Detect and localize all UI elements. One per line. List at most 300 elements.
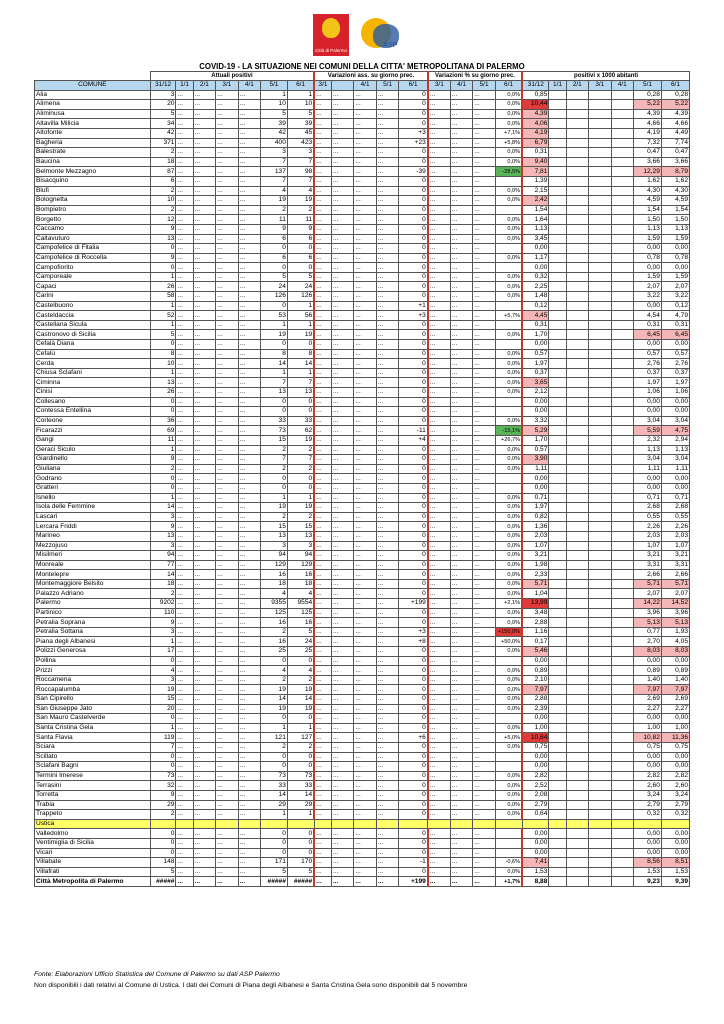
per1000-5-1: 0,31 — [634, 320, 662, 330]
missing-value: ... — [314, 627, 331, 637]
missing-value: ... — [376, 685, 399, 695]
missing-value: ... — [314, 570, 331, 580]
attuali-5-1: 0 — [261, 263, 288, 273]
per1000-6-1: 3,04 — [661, 455, 689, 465]
col-per1000-d5: 4/1 — [611, 81, 634, 91]
per1000-5-1: 3,24 — [634, 790, 662, 800]
var-pct-6-1: 0,0% — [495, 647, 522, 657]
var-pct-6-1: 0,0% — [495, 253, 522, 263]
per1000-31-12: 1,70 — [522, 435, 549, 445]
var-ass-6-1: 0 — [399, 829, 428, 839]
attuali-5-1: 4 — [261, 589, 288, 599]
missing-value: ... — [193, 742, 216, 752]
empty-cell — [611, 176, 634, 186]
missing-value: ... — [473, 205, 496, 215]
missing-value: ... — [193, 752, 216, 762]
comune-name: Misilmeri — [35, 551, 151, 561]
missing-value: ... — [216, 503, 239, 513]
missing-value: ... — [176, 215, 193, 225]
missing-value: ... — [473, 426, 496, 436]
missing-value: ... — [354, 167, 377, 177]
missing-value: ... — [176, 608, 193, 618]
var-pct-6-1: 0,0% — [495, 282, 522, 292]
var-pct-6-1 — [495, 829, 522, 839]
col-attuali-d7: 6/1 — [287, 81, 314, 91]
per1000-31-12: 1,16 — [522, 627, 549, 637]
missing-value: ... — [193, 503, 216, 513]
missing-value: ... — [314, 752, 331, 762]
per1000-6-1: 1,13 — [661, 224, 689, 234]
empty-cell — [566, 579, 589, 589]
empty-cell — [566, 119, 589, 129]
empty-cell — [566, 838, 589, 848]
missing-value: ... — [376, 877, 399, 887]
missing-value: ... — [176, 167, 193, 177]
missing-value: ... — [354, 301, 377, 311]
per1000-31-12: 0,75 — [522, 742, 549, 752]
missing-value: ... — [331, 512, 354, 522]
attuali-5-1: 14 — [261, 359, 288, 369]
missing-value: ... — [193, 867, 216, 877]
table-row — [35, 445, 690, 455]
per1000-5-1: 0,00 — [634, 263, 662, 273]
attuali-31-12: 7 — [150, 742, 176, 752]
empty-cell — [450, 819, 473, 829]
attuali-31-12: 0 — [150, 397, 176, 407]
comune-name: Alia — [35, 90, 151, 100]
missing-value: ... — [331, 762, 354, 772]
col-comune: COMUNE — [35, 81, 151, 91]
missing-value: ... — [238, 205, 261, 215]
per1000-6-1: 0,00 — [661, 762, 689, 772]
missing-value: ... — [314, 378, 331, 388]
missing-value: ... — [331, 196, 354, 206]
missing-value: ... — [473, 378, 496, 388]
var-ass-6-1: 0 — [399, 464, 428, 474]
missing-value: ... — [354, 675, 377, 685]
var-pct-6-1: 0,0% — [495, 234, 522, 244]
missing-value: ... — [238, 589, 261, 599]
empty-cell — [611, 196, 634, 206]
empty-cell — [549, 474, 566, 484]
var-ass-6-1: 0 — [399, 503, 428, 513]
missing-value: ... — [176, 138, 193, 148]
empty-cell — [549, 416, 566, 426]
attuali-5-1: 14 — [261, 790, 288, 800]
missing-value: ... — [450, 829, 473, 839]
attuali-31-12: 12 — [150, 215, 176, 225]
missing-value: ... — [450, 675, 473, 685]
missing-value: ... — [450, 704, 473, 714]
table-row — [35, 560, 690, 570]
missing-value: ... — [216, 244, 239, 254]
var-pct-6-1 — [495, 301, 522, 311]
empty-cell — [611, 416, 634, 426]
attuali-6-1: 33 — [287, 416, 314, 426]
attuali-31-12: 110 — [150, 608, 176, 618]
missing-value: ... — [376, 867, 399, 877]
missing-value: ... — [450, 589, 473, 599]
missing-value: ... — [314, 666, 331, 676]
var-ass-6-1: 0 — [399, 397, 428, 407]
missing-value: ... — [314, 742, 331, 752]
missing-value: ... — [473, 810, 496, 820]
missing-value: ... — [314, 272, 331, 282]
empty-cell — [611, 618, 634, 628]
missing-value: ... — [354, 618, 377, 628]
empty-cell — [566, 128, 589, 138]
missing-value: ... — [450, 800, 473, 810]
var-ass-6-1: 0 — [399, 695, 428, 705]
missing-value: ... — [216, 541, 239, 551]
comune-name: Camporeale — [35, 272, 151, 282]
missing-value: ... — [314, 128, 331, 138]
missing-value: ... — [473, 119, 496, 129]
missing-value: ... — [238, 244, 261, 254]
attuali-6-1: 423 — [287, 138, 314, 148]
missing-value: ... — [354, 272, 377, 282]
attuali-31-12: 20 — [150, 704, 176, 714]
missing-value: ... — [238, 167, 261, 177]
missing-value: ... — [450, 838, 473, 848]
table-row — [35, 512, 690, 522]
missing-value: ... — [473, 445, 496, 455]
attuali-6-1: 5 — [287, 867, 314, 877]
missing-value: ... — [331, 320, 354, 330]
missing-value: ... — [314, 599, 331, 609]
missing-value: ... — [216, 790, 239, 800]
empty-cell — [549, 426, 566, 436]
missing-value: ... — [238, 522, 261, 532]
attuali-31-12: 34 — [150, 119, 176, 129]
missing-value: ... — [216, 176, 239, 186]
attuali-5-1: 129 — [261, 560, 288, 570]
missing-value: ... — [450, 176, 473, 186]
attuali-31-12: 87 — [150, 167, 176, 177]
per1000-31-12: 1,36 — [522, 522, 549, 532]
missing-value: ... — [193, 234, 216, 244]
per1000-6-1: 3,66 — [661, 157, 689, 167]
missing-value: ... — [193, 541, 216, 551]
col-varass-d7: 6/1 — [399, 81, 428, 91]
missing-value: ... — [193, 320, 216, 330]
empty-cell — [589, 100, 612, 110]
missing-value: ... — [473, 416, 496, 426]
missing-value: ... — [376, 397, 399, 407]
col-attuali-d2: 1/1 — [176, 81, 193, 91]
per1000-6-1: 5,22 — [661, 100, 689, 110]
per1000-6-1: 1,97 — [661, 378, 689, 388]
table-row — [35, 675, 690, 685]
empty-cell — [566, 138, 589, 148]
var-pct-6-1: +5,7% — [495, 311, 522, 321]
var-pct-6-1: 0,0% — [495, 368, 522, 378]
attuali-6-1: 4 — [287, 589, 314, 599]
missing-value: ... — [354, 215, 377, 225]
missing-value: ... — [473, 800, 496, 810]
missing-value: ... — [428, 244, 451, 254]
per1000-6-1: 0,28 — [661, 90, 689, 100]
missing-value: ... — [193, 599, 216, 609]
missing-value: ... — [314, 282, 331, 292]
missing-value: ... — [376, 675, 399, 685]
attuali-31-12: 13 — [150, 531, 176, 541]
empty-cell — [611, 186, 634, 196]
per1000-31-12: 2,79 — [522, 800, 549, 810]
per1000-6-1: 0,00 — [661, 407, 689, 417]
missing-value: ... — [314, 522, 331, 532]
empty-cell — [549, 503, 566, 513]
missing-value: ... — [193, 858, 216, 868]
missing-value: ... — [428, 272, 451, 282]
per1000-6-1: 2,68 — [661, 503, 689, 513]
missing-value: ... — [473, 742, 496, 752]
per1000-31-12: 3,48 — [522, 608, 549, 618]
missing-value: ... — [216, 685, 239, 695]
attuali-31-12: 10 — [150, 196, 176, 206]
empty-cell — [611, 397, 634, 407]
per1000-5-1: 0,00 — [634, 838, 662, 848]
empty-cell — [611, 215, 634, 225]
empty-cell — [589, 186, 612, 196]
missing-value: ... — [450, 244, 473, 254]
attuali-6-1: 1 — [287, 368, 314, 378]
per1000-31-12: 1,54 — [522, 205, 549, 215]
per1000-31-12: 4,45 — [522, 311, 549, 321]
empty-cell — [566, 714, 589, 724]
per1000-6-1: 2,07 — [661, 589, 689, 599]
var-pct-6-1: 0,0% — [495, 742, 522, 752]
missing-value: ... — [193, 579, 216, 589]
per1000-31-12: 7,81 — [522, 167, 549, 177]
per1000-5-1: 9,23 — [634, 877, 662, 887]
missing-value: ... — [238, 541, 261, 551]
missing-value: ... — [428, 176, 451, 186]
missing-value: ... — [193, 790, 216, 800]
empty-cell — [611, 560, 634, 570]
attuali-31-12: 2 — [150, 205, 176, 215]
table-row — [35, 426, 690, 436]
var-pct-6-1: 0,0% — [495, 148, 522, 158]
var-pct-6-1: -0,6% — [495, 858, 522, 868]
missing-value: ... — [216, 752, 239, 762]
missing-value: ... — [428, 838, 451, 848]
empty-cell — [589, 388, 612, 398]
empty-cell — [566, 196, 589, 206]
missing-value: ... — [216, 311, 239, 321]
empty-cell — [589, 522, 612, 532]
empty-cell — [566, 186, 589, 196]
table-row — [35, 589, 690, 599]
table-row — [35, 858, 690, 868]
attuali-31-12: 3 — [150, 675, 176, 685]
missing-value: ... — [428, 224, 451, 234]
missing-value: ... — [450, 752, 473, 762]
missing-value: ... — [473, 196, 496, 206]
var-ass-6-1: 0 — [399, 570, 428, 580]
missing-value: ... — [216, 483, 239, 493]
missing-value: ... — [238, 675, 261, 685]
empty-cell — [611, 819, 634, 829]
attuali-31-12: 94 — [150, 551, 176, 561]
per1000-5-1: 0,89 — [634, 666, 662, 676]
comune-name: Torretta — [35, 790, 151, 800]
var-pct-6-1: 0,0% — [495, 196, 522, 206]
missing-value: ... — [473, 848, 496, 858]
var-pct-6-1 — [495, 762, 522, 772]
per1000-6-1: 2,79 — [661, 800, 689, 810]
missing-value: ... — [473, 474, 496, 484]
per1000-31-12: 1,97 — [522, 359, 549, 369]
missing-value: ... — [331, 340, 354, 350]
missing-value: ... — [331, 848, 354, 858]
per1000-5-1: 4,66 — [634, 119, 662, 129]
per1000-6-1: 0,78 — [661, 253, 689, 263]
per1000-5-1: 3,21 — [634, 551, 662, 561]
missing-value: ... — [193, 205, 216, 215]
col-per1000-d6: 5/1 — [634, 81, 662, 91]
table-row — [35, 647, 690, 657]
missing-value: ... — [428, 253, 451, 263]
attuali-31-12: 9 — [150, 253, 176, 263]
per1000-31-12: 0,12 — [522, 301, 549, 311]
comune-name: Collesano — [35, 397, 151, 407]
attuali-31-12: 13 — [150, 234, 176, 244]
missing-value: ... — [450, 771, 473, 781]
missing-value: ... — [354, 723, 377, 733]
empty-cell — [566, 215, 589, 225]
missing-value: ... — [450, 455, 473, 465]
attuali-5-1: 2 — [261, 742, 288, 752]
empty-cell — [589, 551, 612, 561]
missing-value: ... — [331, 138, 354, 148]
palermo-logo-caption: Città di Palermo — [314, 48, 347, 53]
table-row — [35, 541, 690, 551]
attuali-5-1: 33 — [261, 781, 288, 791]
var-ass-6-1: 0 — [399, 330, 428, 340]
per1000-6-1: 0,32 — [661, 810, 689, 820]
var-pct-6-1: 0,0% — [495, 272, 522, 282]
var-pct-6-1: 0,0% — [495, 867, 522, 877]
missing-value: ... — [450, 397, 473, 407]
attuali-5-1: 2 — [261, 464, 288, 474]
attuali-5-1: 4 — [261, 666, 288, 676]
missing-value: ... — [331, 781, 354, 791]
empty-cell — [566, 695, 589, 705]
missing-value: ... — [193, 570, 216, 580]
per1000-31-12: 0,17 — [522, 637, 549, 647]
per1000-31-12: 2,82 — [522, 771, 549, 781]
group-header-row — [35, 72, 690, 81]
per1000-31-12: 0,82 — [522, 512, 549, 522]
missing-value: ... — [376, 762, 399, 772]
per1000-31-12: 1,70 — [522, 330, 549, 340]
var-pct-6-1 — [495, 176, 522, 186]
empty-cell — [611, 551, 634, 561]
empty-cell — [611, 771, 634, 781]
per1000-6-1: 0,12 — [661, 301, 689, 311]
attuali-31-12: 0 — [150, 263, 176, 273]
empty-cell — [611, 311, 634, 321]
per1000-6-1: 11,36 — [661, 733, 689, 743]
per1000-6-1: 2,27 — [661, 704, 689, 714]
missing-value: ... — [176, 810, 193, 820]
missing-value: ... — [238, 388, 261, 398]
missing-value: ... — [193, 148, 216, 158]
var-ass-6-1: 0 — [399, 234, 428, 244]
missing-value: ... — [376, 205, 399, 215]
missing-value: ... — [193, 781, 216, 791]
missing-value: ... — [314, 608, 331, 618]
per1000-5-1: 3,22 — [634, 292, 662, 302]
attuali-6-1: 0 — [287, 244, 314, 254]
empty-cell — [566, 253, 589, 263]
missing-value: ... — [238, 90, 261, 100]
comune-name: Bisacquino — [35, 176, 151, 186]
empty-cell — [611, 301, 634, 311]
missing-value: ... — [238, 762, 261, 772]
missing-value: ... — [450, 512, 473, 522]
attuali-6-1: ##### — [287, 877, 314, 887]
table-row — [35, 253, 690, 263]
attuali-6-1: 2 — [287, 512, 314, 522]
attuali-5-1: 10 — [261, 100, 288, 110]
per1000-6-1: 4,75 — [661, 426, 689, 436]
missing-value: ... — [331, 455, 354, 465]
missing-value: ... — [176, 272, 193, 282]
attuali-5-1: 8 — [261, 349, 288, 359]
missing-value: ... — [428, 781, 451, 791]
missing-value: ... — [193, 637, 216, 647]
missing-value: ... — [238, 100, 261, 110]
var-ass-6-1: 0 — [399, 762, 428, 772]
per1000-6-1: 1,54 — [661, 205, 689, 215]
empty-cell — [549, 90, 566, 100]
table-row — [35, 838, 690, 848]
empty-cell — [566, 781, 589, 791]
missing-value: ... — [450, 320, 473, 330]
per1000-5-1: 0,47 — [634, 148, 662, 158]
missing-value: ... — [331, 292, 354, 302]
attuali-31-12: 2 — [150, 186, 176, 196]
empty-cell — [611, 503, 634, 513]
attuali-31-12: 0 — [150, 244, 176, 254]
per1000-5-1: 2,07 — [634, 282, 662, 292]
per1000-31-12: 0,31 — [522, 148, 549, 158]
missing-value: ... — [376, 800, 399, 810]
var-pct-6-1: 0,0% — [495, 90, 522, 100]
empty-cell — [566, 493, 589, 503]
missing-value: ... — [376, 301, 399, 311]
comune-name: Trabia — [35, 800, 151, 810]
var-pct-6-1: 0,0% — [495, 186, 522, 196]
missing-value: ... — [376, 272, 399, 282]
empty-cell — [589, 762, 612, 772]
empty-cell — [589, 426, 612, 436]
attuali-6-1: 127 — [287, 733, 314, 743]
missing-value: ... — [331, 551, 354, 561]
missing-value: ... — [428, 627, 451, 637]
missing-value: ... — [331, 858, 354, 868]
missing-value: ... — [450, 618, 473, 628]
missing-value: ... — [238, 848, 261, 858]
missing-value: ... — [376, 781, 399, 791]
attuali-6-1: 19 — [287, 704, 314, 714]
missing-value: ... — [216, 368, 239, 378]
missing-value: ... — [331, 810, 354, 820]
empty-cell — [589, 858, 612, 868]
missing-value: ... — [216, 100, 239, 110]
